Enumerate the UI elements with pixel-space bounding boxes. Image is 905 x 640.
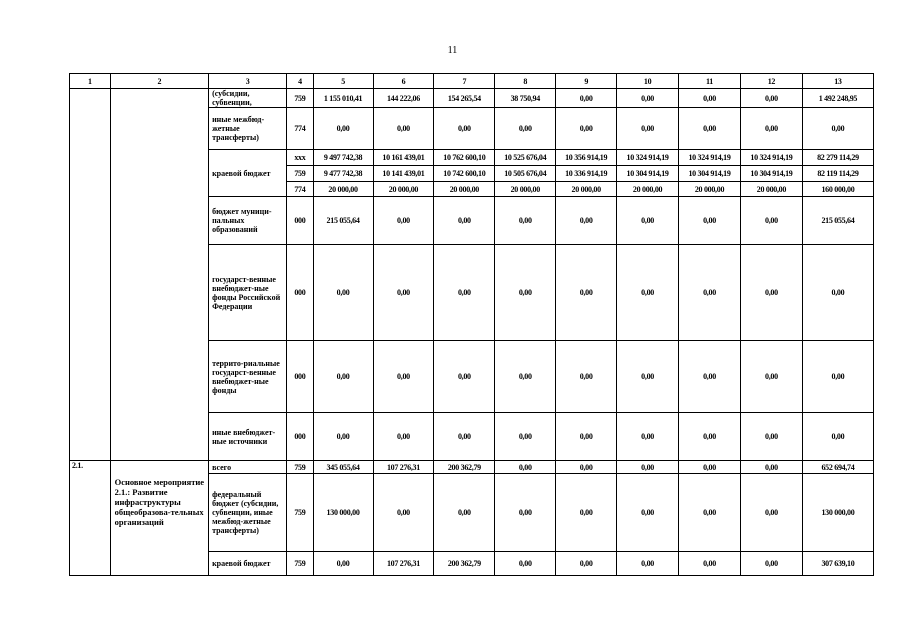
value-cell: 0,00 xyxy=(740,89,802,108)
value-cell: 0,00 xyxy=(617,461,679,474)
value-cell: 10 304 914,19 xyxy=(617,166,679,182)
value-cell: 0,00 xyxy=(373,474,434,552)
code-cell: 000 xyxy=(287,197,313,245)
value-cell: 10 505 676,04 xyxy=(495,166,556,182)
value-cell: 0,00 xyxy=(617,413,679,461)
value-cell: 0,00 xyxy=(434,474,495,552)
table-row xyxy=(70,89,874,108)
header-cell: 6 xyxy=(373,74,434,89)
value-cell: 82 119 114,29 xyxy=(802,166,873,182)
value-cell: 0,00 xyxy=(679,341,741,413)
value-cell: 0,00 xyxy=(740,461,802,474)
value-cell: 144 222,06 xyxy=(373,89,434,108)
value-cell: 0,00 xyxy=(434,197,495,245)
code-cell: 000 xyxy=(287,245,313,341)
value-cell: 0,00 xyxy=(495,461,556,474)
value-cell: 20 000,00 xyxy=(495,182,556,197)
value-cell: 0,00 xyxy=(740,245,802,341)
value-cell: 154 265,54 xyxy=(434,89,495,108)
header-cell: 11 xyxy=(679,74,741,89)
funding-source-cell: краевой бюджет xyxy=(209,150,287,197)
value-cell: 215 055,64 xyxy=(802,197,873,245)
funding-source-cell: бюджет муници-пальных образований xyxy=(209,197,287,245)
value-cell: 130 000,00 xyxy=(802,474,873,552)
value-cell: 0,00 xyxy=(434,245,495,341)
funding-source-cell: террито-риальные государст-венные внебюджет-ные фонды xyxy=(209,341,287,413)
value-cell: 0,00 xyxy=(617,341,679,413)
activity-title: Основное мероприятие 2.1.: Развитие инфраструктуры общеобразова-тельных организаций xyxy=(114,477,205,527)
value-cell: 0,00 xyxy=(373,245,434,341)
header-cell: 9 xyxy=(556,74,617,89)
value-cell: 160 000,00 xyxy=(802,182,873,197)
value-cell: 0,00 xyxy=(495,108,556,150)
funding-source-cell: всего xyxy=(209,461,287,474)
activity-name-cell xyxy=(110,89,208,461)
value-cell: 0,00 xyxy=(373,341,434,413)
value-cell: 20 000,00 xyxy=(740,182,802,197)
funding-source-cell: федеральный бюджет (субсидии, субвенции, иные межбюд-жетные трансферты) xyxy=(209,474,287,552)
value-cell: 0,00 xyxy=(679,197,741,245)
value-cell: 0,00 xyxy=(495,245,556,341)
value-cell: 0,00 xyxy=(802,341,873,413)
value-cell: 0,00 xyxy=(434,413,495,461)
value-cell: 0,00 xyxy=(617,552,679,576)
value-cell: 0,00 xyxy=(679,461,741,474)
value-cell: 0,00 xyxy=(740,341,802,413)
value-cell: 0,00 xyxy=(617,89,679,108)
value-cell: 0,00 xyxy=(495,413,556,461)
header-cell: 1 xyxy=(70,74,111,89)
value-cell: 130 000,00 xyxy=(313,474,373,552)
row-number-cell: 2.1. xyxy=(70,461,111,576)
value-cell: 0,00 xyxy=(495,552,556,576)
value-cell: 0,00 xyxy=(679,108,741,150)
value-cell: 0,00 xyxy=(434,108,495,150)
value-cell: 0,00 xyxy=(617,245,679,341)
code-cell: 759 xyxy=(287,552,313,576)
code-cell: ххх xyxy=(287,150,313,166)
value-cell: 10 324 914,19 xyxy=(679,150,741,166)
value-cell: 0,00 xyxy=(740,474,802,552)
value-cell: 1 155 010,41 xyxy=(313,89,373,108)
value-cell: 10 324 914,19 xyxy=(617,150,679,166)
value-cell: 0,00 xyxy=(556,197,617,245)
value-cell: 0,00 xyxy=(495,341,556,413)
value-cell: 10 356 914,19 xyxy=(556,150,617,166)
funding-source-cell: иные внебюджет-ные источники xyxy=(209,413,287,461)
value-cell: 0,00 xyxy=(617,108,679,150)
value-cell: 200 362,79 xyxy=(434,552,495,576)
value-cell: 0,00 xyxy=(373,197,434,245)
value-cell: 0,00 xyxy=(679,413,741,461)
code-cell: 759 xyxy=(287,461,313,474)
header-cell: 2 xyxy=(110,74,208,89)
value-cell: 1 492 248,95 xyxy=(802,89,873,108)
value-cell: 10 161 439,01 xyxy=(373,150,434,166)
value-cell: 0,00 xyxy=(802,245,873,341)
value-cell: 0,00 xyxy=(313,108,373,150)
code-cell: 000 xyxy=(287,341,313,413)
value-cell: 0,00 xyxy=(679,474,741,552)
value-cell: 0,00 xyxy=(679,245,741,341)
value-cell: 0,00 xyxy=(313,341,373,413)
value-cell: 0,00 xyxy=(802,413,873,461)
value-cell: 0,00 xyxy=(556,108,617,150)
value-cell: 0,00 xyxy=(556,413,617,461)
header-cell: 4 xyxy=(287,74,313,89)
code-cell: 759 xyxy=(287,166,313,182)
value-cell: 107 276,31 xyxy=(373,461,434,474)
header-cell: 10 xyxy=(617,74,679,89)
value-cell: 0,00 xyxy=(556,245,617,341)
page-number: 11 xyxy=(447,45,458,56)
value-cell: 0,00 xyxy=(740,197,802,245)
code-cell: 759 xyxy=(287,474,313,552)
value-cell: 10 762 600,10 xyxy=(434,150,495,166)
value-cell: 0,00 xyxy=(679,552,741,576)
funding-source-cell: государст-венные внебюджет-ные фонды Российской Федерации xyxy=(209,245,287,341)
value-cell: 652 694,74 xyxy=(802,461,873,474)
code-cell: 000 xyxy=(287,413,313,461)
value-cell: 10 525 676,04 xyxy=(495,150,556,166)
header-cell: 7 xyxy=(434,74,495,89)
value-cell: 107 276,31 xyxy=(373,552,434,576)
value-cell: 0,00 xyxy=(556,89,617,108)
value-cell: 0,00 xyxy=(740,108,802,150)
funding-source-cell: краевой бюджет xyxy=(209,552,287,576)
value-cell: 0,00 xyxy=(313,245,373,341)
value-cell: 20 000,00 xyxy=(434,182,495,197)
value-cell: 0,00 xyxy=(802,108,873,150)
funding-source-cell: иные межбюд-жетные трансферты) xyxy=(209,108,287,150)
value-cell: 9 497 742,38 xyxy=(313,150,373,166)
value-cell: 0,00 xyxy=(313,552,373,576)
value-cell: 10 336 914,19 xyxy=(556,166,617,182)
value-cell: 0,00 xyxy=(495,474,556,552)
header-cell: 8 xyxy=(495,74,556,89)
value-cell: 0,00 xyxy=(740,413,802,461)
table-row xyxy=(70,461,874,474)
value-cell: 9 477 742,38 xyxy=(313,166,373,182)
value-cell: 0,00 xyxy=(617,474,679,552)
row-number-cell xyxy=(70,89,111,461)
value-cell: 10 141 439,01 xyxy=(373,166,434,182)
code-cell: 759 xyxy=(287,89,313,108)
budget-table xyxy=(69,73,874,576)
header-cell: 5 xyxy=(313,74,373,89)
value-cell: 20 000,00 xyxy=(617,182,679,197)
code-cell: 774 xyxy=(287,108,313,150)
value-cell: 10 742 600,10 xyxy=(434,166,495,182)
code-cell: 774 xyxy=(287,182,313,197)
value-cell: 10 304 914,19 xyxy=(679,166,741,182)
activity-name-cell xyxy=(110,461,208,576)
value-cell: 20 000,00 xyxy=(313,182,373,197)
value-cell: 200 362,79 xyxy=(434,461,495,474)
value-cell: 0,00 xyxy=(495,197,556,245)
header-row xyxy=(70,74,874,89)
value-cell: 20 000,00 xyxy=(556,182,617,197)
value-cell: 20 000,00 xyxy=(373,182,434,197)
header-cell: 12 xyxy=(740,74,802,89)
value-cell: 82 279 114,29 xyxy=(802,150,873,166)
value-cell: 0,00 xyxy=(556,461,617,474)
value-cell: 0,00 xyxy=(740,552,802,576)
value-cell: 0,00 xyxy=(434,341,495,413)
header-cell: 13 xyxy=(802,74,873,89)
value-cell: 0,00 xyxy=(373,108,434,150)
value-cell: 38 750,94 xyxy=(495,89,556,108)
header-cell: 3 xyxy=(209,74,287,89)
value-cell: 0,00 xyxy=(556,552,617,576)
value-cell: 0,00 xyxy=(679,89,741,108)
value-cell: 345 055,64 xyxy=(313,461,373,474)
value-cell: 0,00 xyxy=(556,474,617,552)
value-cell: 0,00 xyxy=(556,341,617,413)
value-cell: 0,00 xyxy=(373,413,434,461)
value-cell: 10 324 914,19 xyxy=(740,150,802,166)
value-cell: 307 639,10 xyxy=(802,552,873,576)
value-cell: 0,00 xyxy=(617,197,679,245)
value-cell: 10 304 914,19 xyxy=(740,166,802,182)
value-cell: 0,00 xyxy=(313,413,373,461)
value-cell: 215 055,64 xyxy=(313,197,373,245)
value-cell: 20 000,00 xyxy=(679,182,741,197)
funding-source-cell: (субсидии, субвенции, xyxy=(209,89,287,108)
